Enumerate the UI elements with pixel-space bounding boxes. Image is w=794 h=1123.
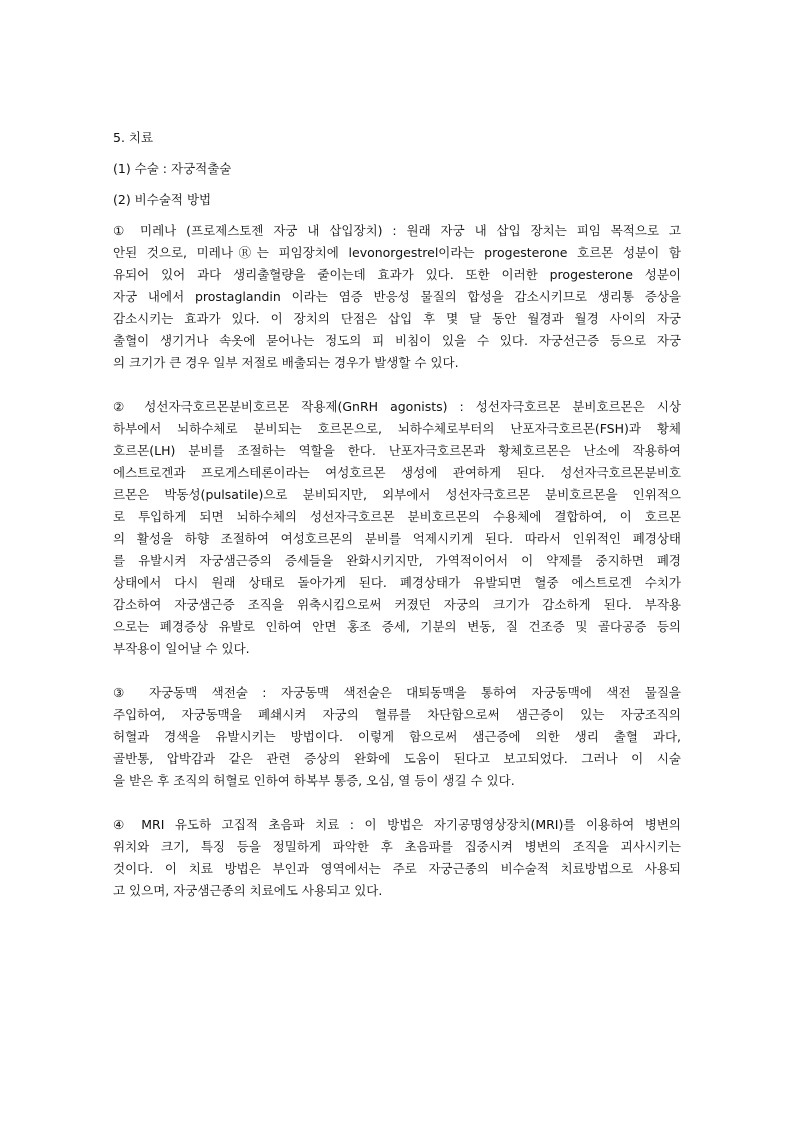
paragraph-line: 것이다. 이 치료 방법은 부인과 영역에서는 주로 자궁근종의 비수술적 치료방법으로 사용되 xyxy=(113,861,681,876)
paragraph-4 xyxy=(113,814,681,902)
paragraph-line: 감소하여 자궁샘근증 조직을 위축시킴으로써 커졌던 자궁의 크기가 감소하게 된다. 부작용 xyxy=(113,597,681,612)
paragraph-line: ④ MRI 유도하 고집적 초음파 치료 : 이 방법은 자기공명영상장치(MRI)를 이용하여 병변의 xyxy=(113,817,681,832)
paragraph-line: 상태에서 다시 원래 상태로 돌아가게 된다. 폐경상태가 유발되면 혈중 에스트로겐 수치가 xyxy=(113,575,681,590)
paragraph-line: 주입하여, 자궁동맥을 폐쇄시켜 자궁의 혈류를 차단함으로써 샘근증이 있는 자궁조직의 xyxy=(113,707,681,722)
paragraph-line: 골반통, 압박감과 같은 관련 증상의 완화에 도움이 된다고 보고되었다. 그러나 이 시술 xyxy=(113,751,681,766)
paragraph-line: 을 받은 후 조직의 허혈로 인하여 하복부 통증, 오심, 열 등이 생길 수 있다. xyxy=(113,773,515,788)
paragraphs-container xyxy=(113,220,681,902)
paragraph-line: 르몬은 박동성(pulsatile)으로 분비되지만, 외부에서 성선자극호르몬 분비호르몬을 인위적으 xyxy=(113,487,681,502)
paragraph-line: 를 유발시켜 자궁샘근증의 증세들을 완화시키지만, 가역적이어서 이 약제를 중지하면 폐경 xyxy=(113,553,681,568)
paragraph-line: 위치와 크기, 특징 등을 정밀하게 파악한 후 초음파를 집중시켜 병변의 조직을 괴사시키는 xyxy=(113,839,681,854)
paragraph-line: ③ 자궁동맥 색전술 : 자궁동맥 색전술은 대퇴동맥을 통하여 자궁동맥에 색전 물질을 xyxy=(113,685,681,700)
paragraph-line: 출혈이 생기거나 속옷에 묻어나는 정도의 피 비침이 있을 수 있다. 자궁선근증 등으로 자궁 xyxy=(113,333,681,348)
paragraph-line: 자궁 내에서 prostaglandin 이라는 염증 반응성 물질의 합성을 감소시키므로 생리통 증상을 xyxy=(113,289,681,304)
paragraph-line: 로 투입하게 되면 뇌하수체의 성선자극호르몬 분비호르몬의 수용체에 결합하여, 이 호르몬 xyxy=(113,509,681,524)
treatment-surgery: (1) 수술 : 자궁적출술 xyxy=(113,161,232,176)
paragraph-line: 의 활성을 하향 조절하여 여성호르몬의 분비를 억제시키게 된다. 따라서 인위적인 폐경상태 xyxy=(113,531,681,546)
document-body xyxy=(113,127,681,924)
paragraph-line: ② 성선자극호르몬분비호르몬 작용제(GnRH agonists) : 성선자극호르몬 분비호르몬은 시상 xyxy=(113,399,681,414)
paragraph-line: 안된 것으로, 미레나Ⓡ는 피임장치에 levonorgestrel이라는 progesterone 호르몬 성분이 함 xyxy=(113,245,681,260)
paragraph-line: 하부에서 뇌하수체로 분비되는 호르몬으로, 뇌하수체로부터의 난포자극호르몬(FSH)과 황체 xyxy=(113,421,681,436)
paragraph-line: 의 크기가 큰 경우 일부 저절로 배출되는 경우가 발생할 수 있다. xyxy=(113,355,459,370)
paragraph-line: 부작용이 일어날 수 있다. xyxy=(113,641,250,656)
paragraph-line: ① 미레나 (프로제스토젠 자궁 내 삽입장치) : 원래 자궁 내 삽입 장치는 피임 목적으로 고 xyxy=(113,223,681,238)
paragraph-line: 으로는 폐경증상 유발로 인하여 안면 홍조 증세, 기분의 변동, 질 건조증 및 골다공증 등의 xyxy=(113,619,681,634)
paragraph-3 xyxy=(113,682,681,792)
paragraph-line: 에스트로겐과 프로게스테론이라는 여성호르몬 생성에 관여하게 된다. 성선자극호르몬분비호 xyxy=(113,465,681,480)
paragraph-2 xyxy=(113,396,681,660)
paragraph-line: 허혈과 경색을 유발시키는 방법이다. 이렇게 함으로써 샘근증에 의한 생리 출혈 과다, xyxy=(113,729,681,744)
paragraph-1 xyxy=(113,220,681,374)
paragraph-line: 고 있으며, 자궁샘근종의 치료에도 사용되고 있다. xyxy=(113,883,383,898)
paragraph-line: 유되어 있어 과다 생리출혈량을 줄이는데 효과가 있다. 또한 이러한 progesterone 성분이 xyxy=(113,267,681,282)
paragraph-line: 감소시키는 효과가 있다. 이 장치의 단점은 삽입 후 몇 달 동안 월경과 월경 사이의 자궁 xyxy=(113,311,681,326)
section-title: 5. 치료 xyxy=(113,130,154,145)
treatment-nonsurgical: (2) 비수술적 방법 xyxy=(113,192,212,207)
paragraph-line: 호르몬(LH) 분비를 조절하는 역할을 한다. 난포자극호르몬과 황체호르몬은 난소에 작용하여 xyxy=(113,443,681,458)
